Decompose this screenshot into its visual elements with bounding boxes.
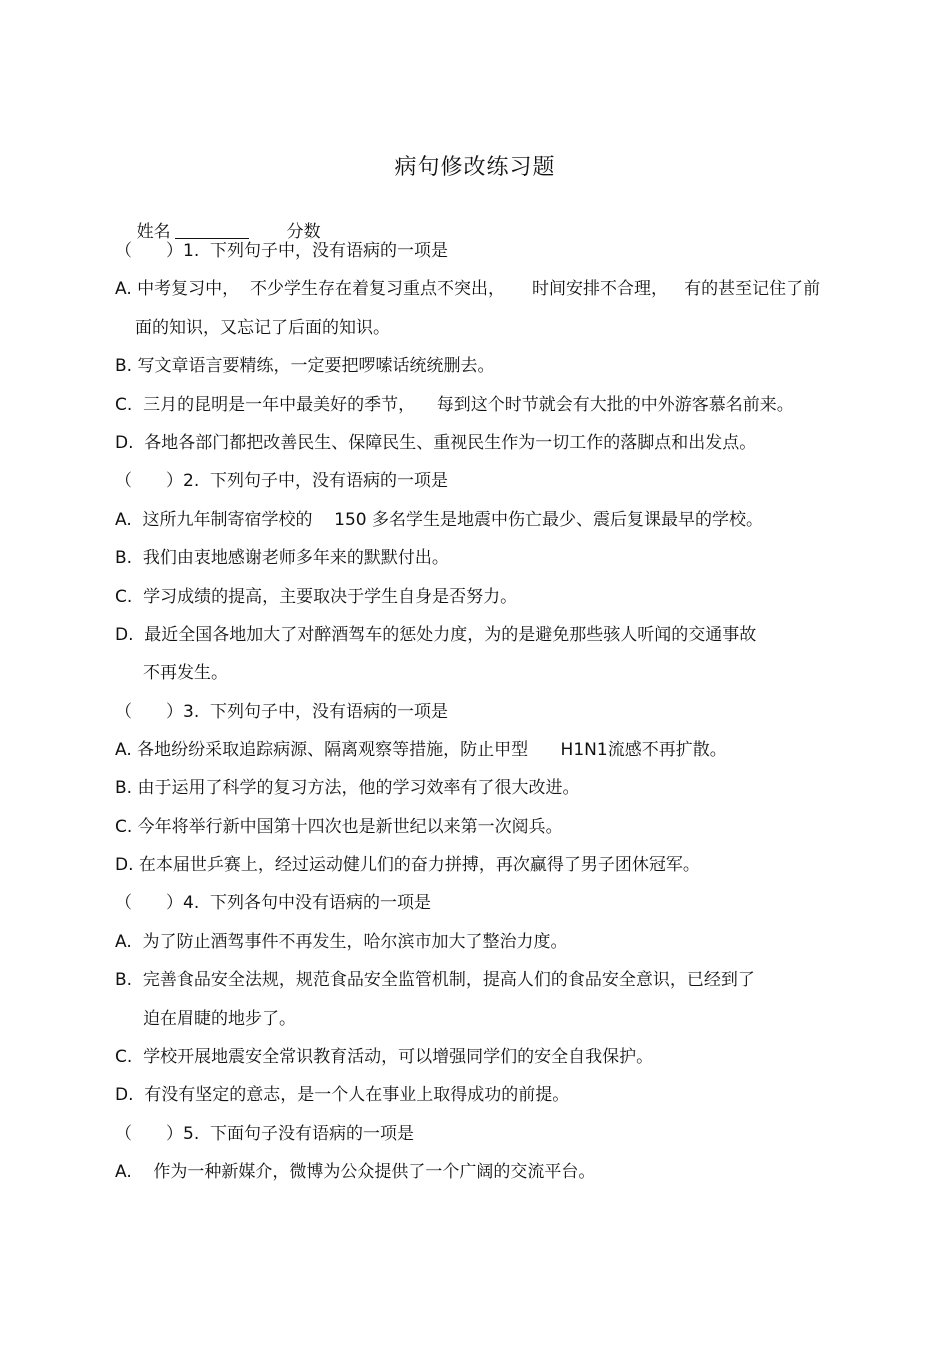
q2-option-c: C. 学习成绩的提高，主要取决于学生自身是否努力。 [115,587,518,607]
q5-option-a: A. 作为一种新媒介，微博为公众提供了一个广阔的交流平台。 [115,1162,596,1182]
q1-option-c: C. 三月的昆明是一年中最美好的季节， 每到这个时节就会有大批的中外游客慕名前来。 [115,395,794,415]
q2-option-a: A. 这所九年制寄宿学校的 150 多名学生是地震中伤亡最少、震后复课最早的学校。 [115,510,764,530]
q3-option-b: B. 由于运用了科学的复习方法，他的学习效率有了很大改进。 [115,778,580,798]
q2-option-d: D. 最近全国各地加大了对醉酒驾车的惩处力度，为的是避免那些骇人听闻的交通事故 [115,625,757,645]
q1-option-a-cont: 面的知识，又忘记了后面的知识。 [135,318,390,338]
q1-option-a: A. 中考复习中， 不少学生存在着复习重点不突出， 时间安排不合理， 有的甚至记住了前 [115,279,821,299]
question-4-stem: （ ）4. 下列各句中没有语病的一项是 [115,893,432,913]
question-1-stem: （ ）1. 下列句子中，没有语病的一项是 [115,241,449,261]
q4-option-b: B. 完善食品安全法规，规范食品安全监管机制，提高人们的食品安全意识，已经到了 [115,970,755,990]
q3-option-d: D. 在本届世乒赛上，经过运动健儿们的奋力拼搏，再次赢得了男子团休冠军。 [115,855,700,875]
q4-option-d: D. 有没有坚定的意志，是一个人在事业上取得成功的前提。 [115,1085,570,1105]
q4-option-a: A. 为了防止酒驾事件不再发生，哈尔滨市加大了整治力度。 [115,932,568,952]
page-title: 病句修改练习题 [394,155,556,180]
q3-option-c: C. 今年将举行新中国第十四次也是新世纪以来第一次阅兵。 [115,817,563,837]
q3-option-a: A. 各地纷纷采取追踪病源、隔离观察等措施，防止甲型 H1N1流感不再扩散。 [115,740,727,760]
q1-option-d: D. 各地各部门都把改善民生、保障民生、重视民生作为一切工作的落脚点和出发点。 [115,433,757,453]
q4-option-b-cont: 迫在眉睫的地步了。 [143,1009,296,1029]
q2-option-b: B. 我们由衷地感谢老师多年来的默默付出。 [115,548,449,568]
q1-option-b: B. 写文章语言要精练，一定要把啰嗦话统统删去。 [115,356,495,376]
score-label: 分数 [286,222,321,242]
q2-option-d-cont: 不再发生。 [143,663,228,683]
q4-option-c: C. 学校开展地震安全常识教育活动，可以增强同学们的安全自我保护。 [115,1047,654,1067]
question-3-stem: （ ）3. 下列句子中，没有语病的一项是 [115,702,449,722]
name-label: 姓名 [136,222,171,242]
question-2-stem: （ ）2. 下列句子中，没有语病的一项是 [115,471,449,491]
question-5-stem: （ ）5. 下面句子没有语病的一项是 [115,1124,415,1144]
